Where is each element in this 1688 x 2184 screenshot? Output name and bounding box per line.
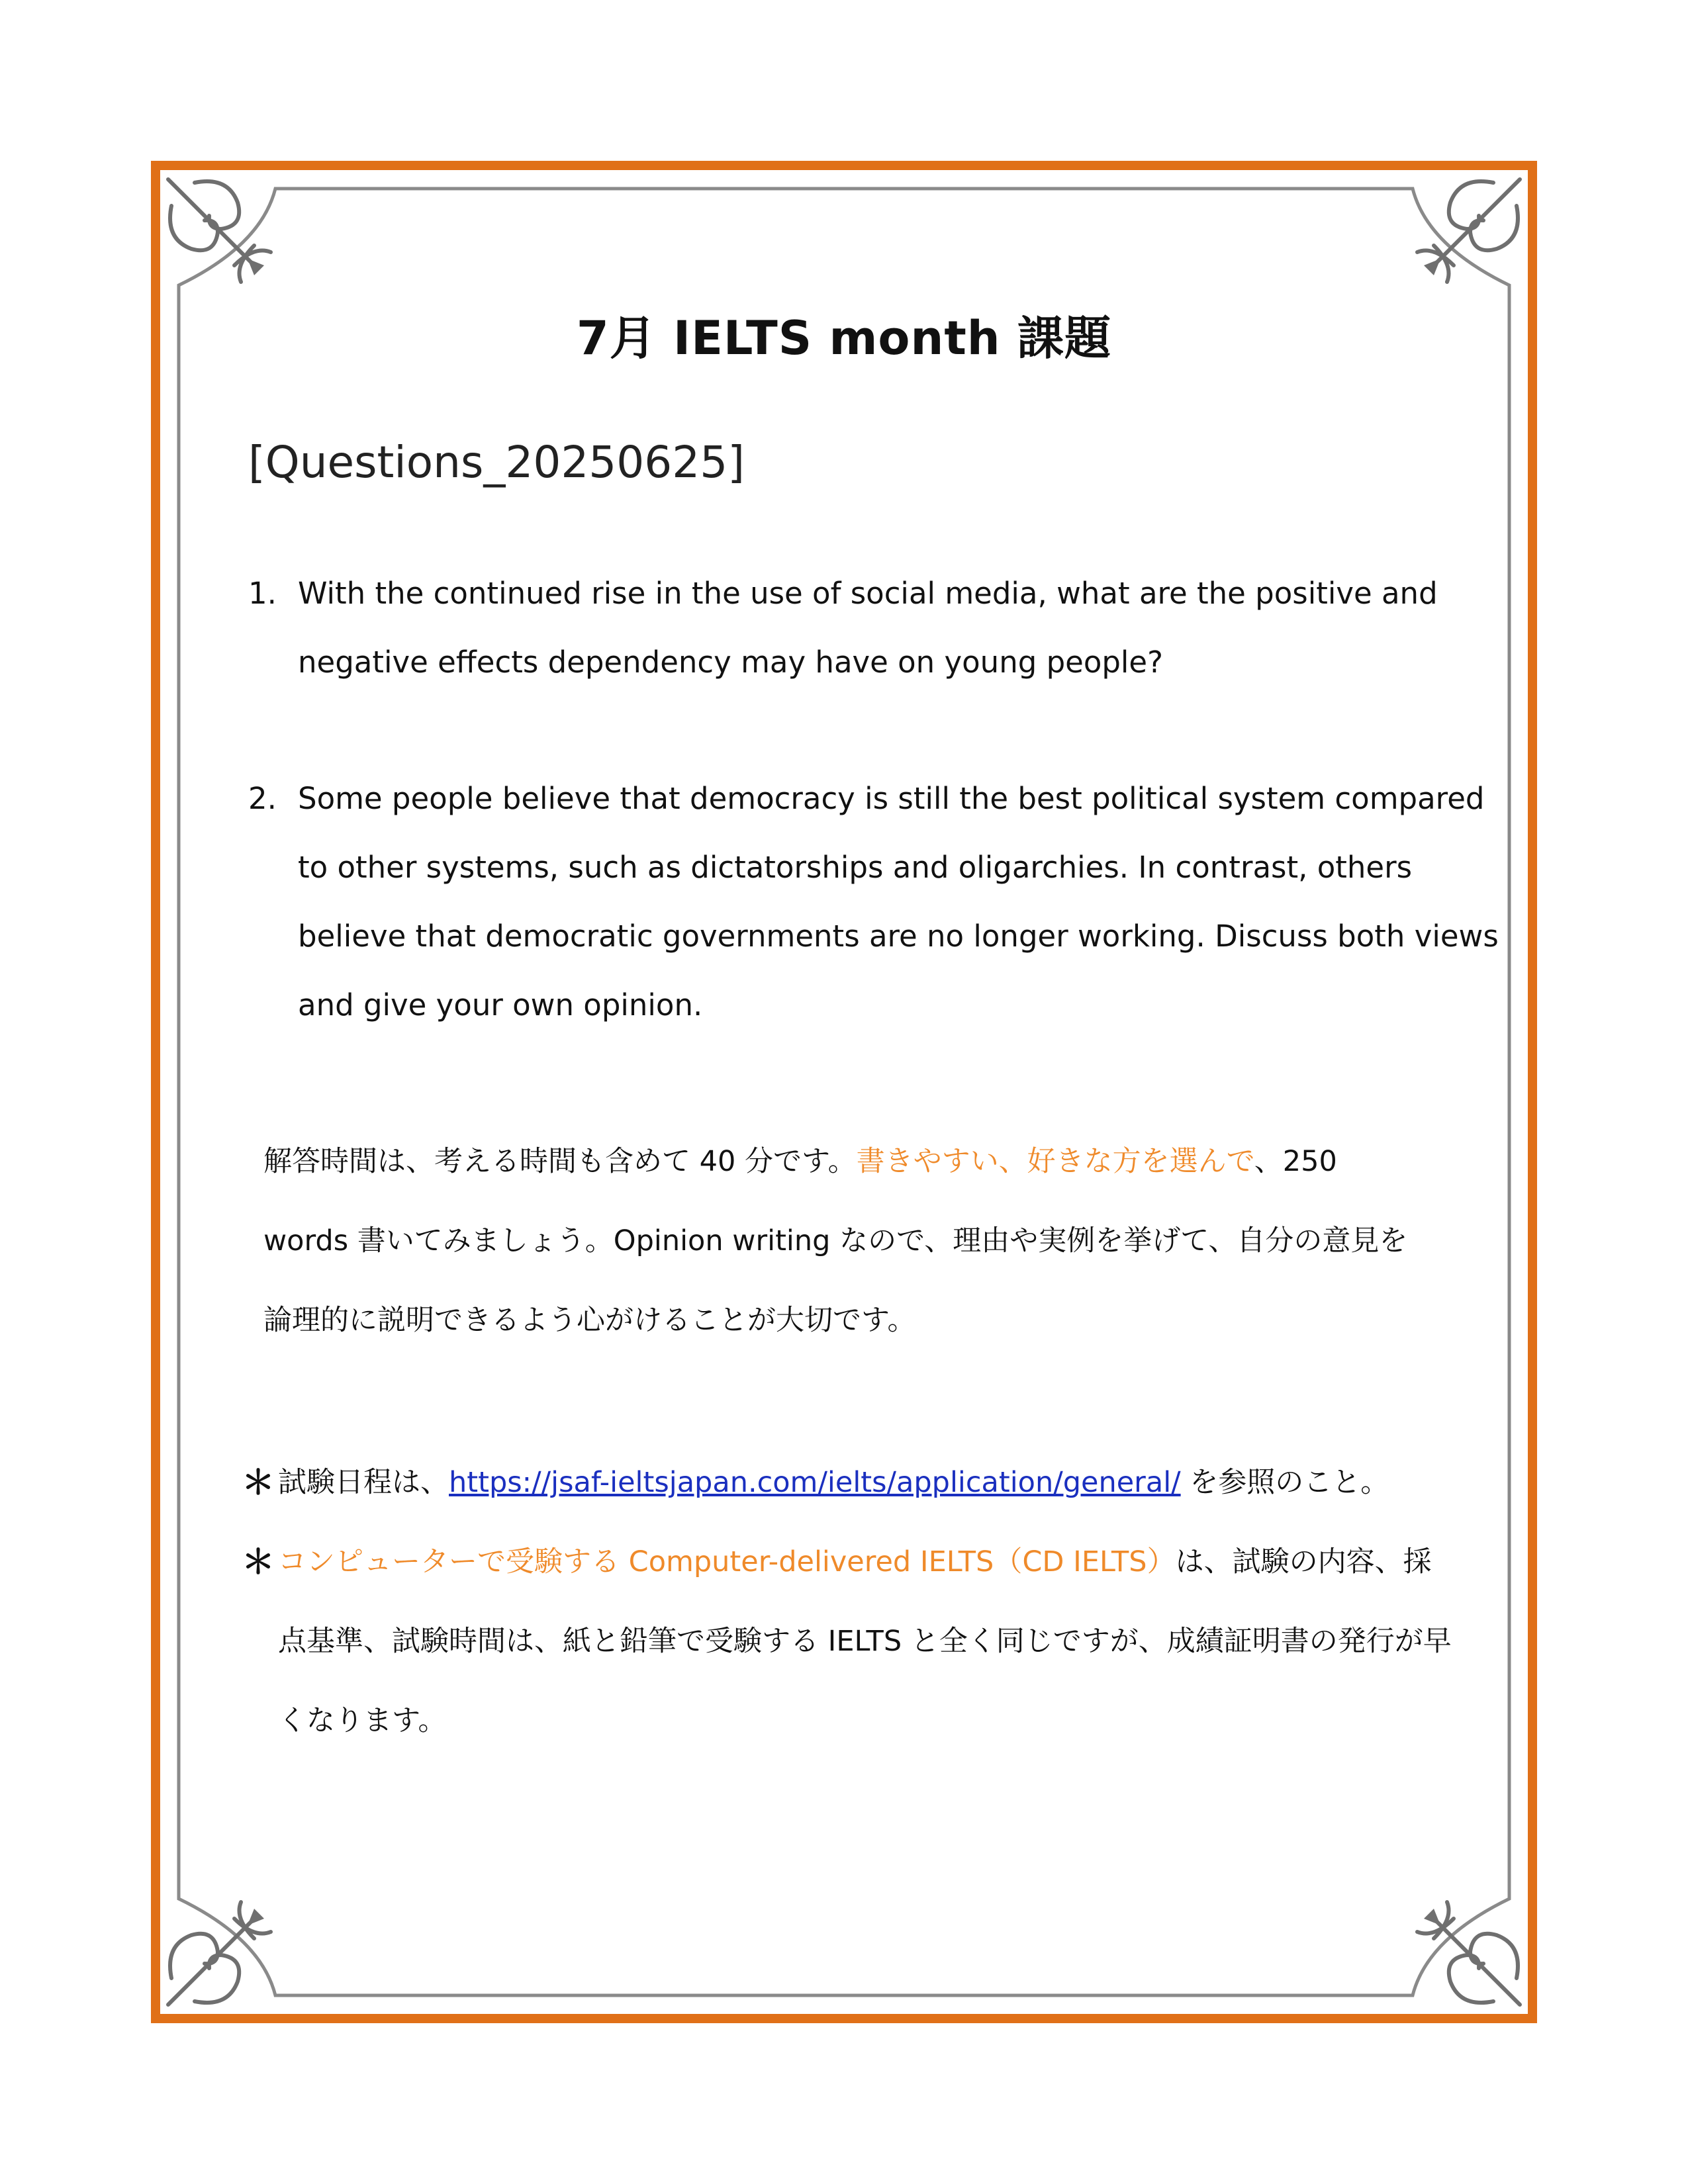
note-text: は、試験の内容、採点基準、試験時間は、紙と鉛筆で受験する IELTS と全く同じですが、成績証明書の発行が早くなります。 (278, 1545, 1452, 1737)
instructions-highlight: 書きやすい、好きな方を選んで (856, 1145, 1254, 1178)
corner-ornament-icon (155, 1892, 281, 2018)
corner-ornament-icon (1407, 166, 1533, 292)
note-schedule (278, 1443, 1470, 1522)
corner-ornament-icon (1407, 1892, 1533, 2018)
question-text: Some people believe that democracy is still the best political system compared to other systems, such as dictatorships and oligarchies. In contrast, others believe that democratic governments are no longer working. Discuss both views and give your own opinion. (298, 781, 1499, 1023)
instructions-paragraph (263, 1122, 1429, 1360)
note-cd-ielts (278, 1522, 1456, 1760)
note-highlight: コンピューターで受験する Computer-delivered IELTS（CD IELTS） (278, 1545, 1176, 1578)
instructions-text: 、250 words 書いてみましょう。Opinion writing なので、理由や実例を挙げて、自分の意見を論理的に説明できるよう心がけることが大切です。 (263, 1145, 1408, 1337)
schedule-link[interactable]: https://jsaf-ieltsjapan.com/ielts/application/general/ (449, 1466, 1181, 1499)
questions-heading: [Questions_20250625] (248, 437, 745, 488)
instructions-text: 解答時間は、考える時間も含めて 40 分です。 (263, 1145, 857, 1178)
note-text: 試験日程は、 (278, 1466, 449, 1499)
asterisk-icon: ＊ (242, 1543, 275, 1581)
question-number: 2. (248, 781, 277, 816)
page-title: 7月 IELTS month 課題 (576, 311, 1112, 365)
question-text: With the continued rise in the use of social media, what are the positive and negative effects dependency may have on young people? (298, 576, 1438, 680)
note-text: を参照のこと。 (1180, 1466, 1389, 1499)
asterisk-icon: ＊ (242, 1463, 275, 1502)
question-number: 1. (248, 576, 277, 611)
corner-ornament-icon (155, 166, 281, 292)
